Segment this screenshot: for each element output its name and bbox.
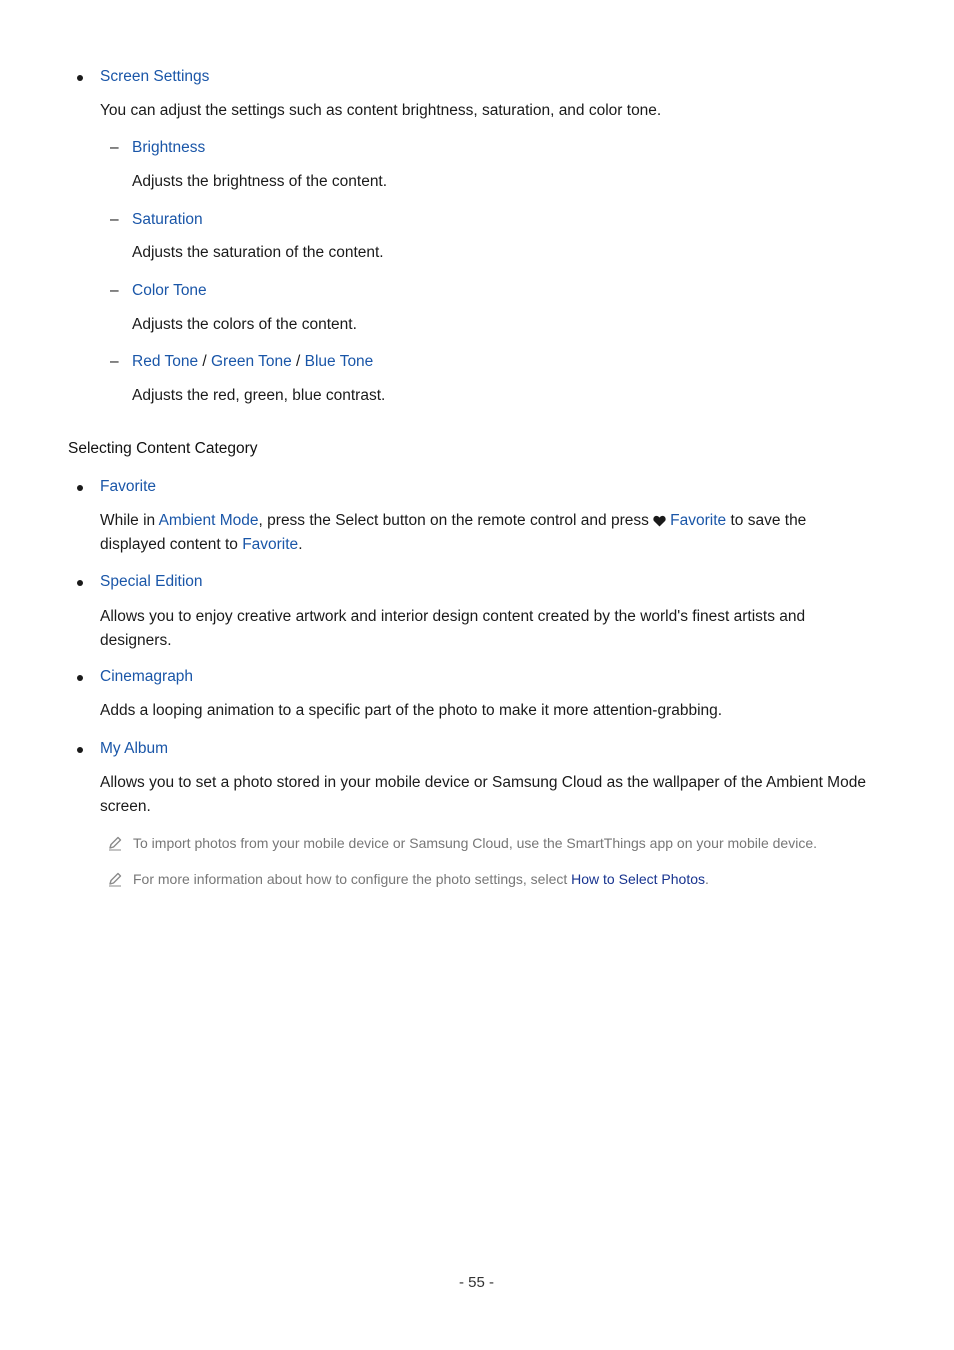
note-text [133,871,709,887]
my-album-title[interactable]: My Album [100,740,169,757]
heart-icon [653,515,666,527]
how-to-select-photos-link[interactable]: How to Select Photos [571,871,705,887]
dash-marker: – [110,282,119,299]
dash-marker: – [110,139,119,156]
text: displayed content to [100,536,243,553]
separator: / [291,353,305,370]
dash-marker: – [110,211,119,228]
text: , press the Select button on the remote control and press [258,512,654,529]
color-tone-label[interactable]: Color Tone [132,282,207,299]
saturation-desc: Adjusts the saturation of the content. [132,244,384,261]
my-album-desc [100,771,920,819]
bullet-dot [77,747,83,753]
brightness-desc: Adjusts the brightness of the content. [132,173,388,190]
favorite-link[interactable]: Favorite [670,512,727,529]
text: While in [100,512,159,529]
ambient-mode-link[interactable]: Ambient Mode [158,512,259,529]
dash-marker: – [110,353,119,370]
text-line: Allows you to set a photo stored in your mobile device or Samsung Cloud as the wallpaper of the Ambient Mode [100,774,866,791]
separator: / [198,353,211,370]
screen-settings-desc: You can adjust the settings such as content brightness, saturation, and color tone. [100,102,662,119]
text: . [298,536,303,553]
bullet-dot [77,580,83,586]
brightness-label[interactable]: Brightness [132,139,206,156]
text: For more information about how to configure the photo settings, select [133,871,572,887]
favorite-title[interactable]: Favorite [100,478,156,495]
screen-settings-title[interactable]: Screen Settings [100,68,210,85]
bullet-dot [77,675,83,681]
favorite-link[interactable]: Favorite [242,536,299,553]
bullet-dot [77,485,83,491]
note-text: To import photos from your mobile device or Samsung Cloud, use the SmartThings app on your mobile device. [133,835,818,851]
rgb-tone-desc: Adjusts the red, green, blue contrast. [132,387,386,404]
red-tone-label[interactable]: Red Tone [132,353,199,370]
favorite-desc [100,509,900,557]
page-number: - 55 - [459,1274,495,1291]
special-edition-desc [100,605,900,653]
special-edition-title[interactable]: Special Edition [100,573,203,590]
saturation-label[interactable]: Saturation [132,211,203,228]
color-tone-desc: Adjusts the colors of the content. [132,316,357,333]
text: to save the [726,512,807,529]
cinemagraph-title[interactable]: Cinemagraph [100,668,194,685]
blue-tone-label[interactable]: Blue Tone [304,353,374,370]
text-line: Allows you to enjoy creative artwork and interior design content created by the world's finest artists and [100,608,806,625]
green-tone-label[interactable]: Green Tone [211,353,292,370]
bullet-dot [77,75,83,81]
pencil-note-icon [107,871,123,887]
section-heading: Selecting Content Category [68,440,258,457]
pencil-note-icon [107,835,123,851]
cinemagraph-desc: Adds a looping animation to a specific part of the photo to make it more attention-grabbing. [100,702,723,719]
text-line: designers. [100,632,172,649]
text-line: screen. [100,798,151,815]
rgb-tone-labels [132,353,373,371]
text: . [705,871,709,887]
